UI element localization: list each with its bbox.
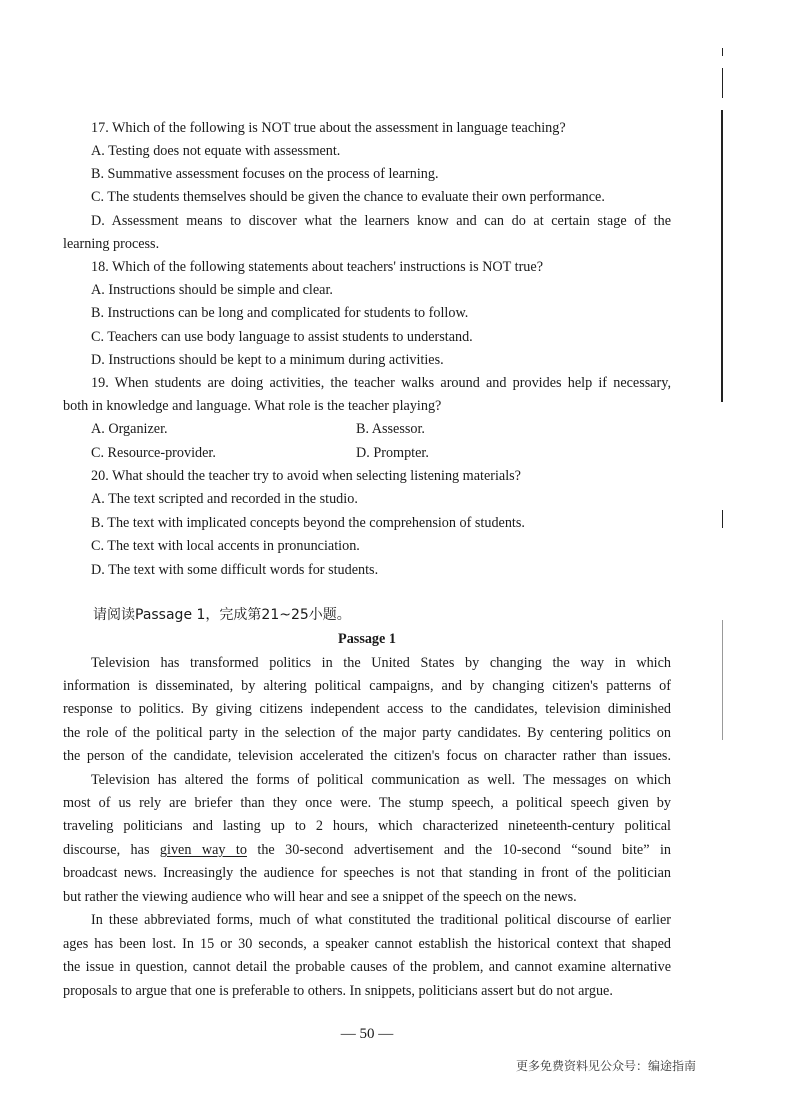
- q19-options-row1: [91, 420, 691, 438]
- p2-line-4-start: discourse, has: [63, 842, 160, 858]
- q18-option-c: C. Teachers can use body language to assist students to understand.: [91, 329, 473, 345]
- q20-stem: 20. What should the teacher try to avoid when selecting listening materials?: [91, 468, 521, 484]
- q20-option-d: D. The text with some difficult words for students.: [91, 562, 379, 578]
- q17-option-c: C. The students themselves should be given the chance to evaluate their own performance.: [91, 189, 605, 205]
- scan-mark: [722, 48, 723, 56]
- underlined-phrase: given way to: [159, 842, 247, 858]
- q19-option-b: B. Assessor.: [356, 421, 425, 437]
- p2-line-5: broadcast news. Increasingly the audience for speeches is not that standing in front of the politician: [63, 865, 671, 881]
- passage-title: Passage 1: [338, 631, 396, 647]
- p2-line-2: most of us rely are briefer than they once were. The stump speech, a political speech given by: [63, 795, 671, 811]
- page-number: — 50 —: [340, 1026, 394, 1042]
- scan-mark: [722, 620, 723, 740]
- q19-stem: 19. When students are doing activities, the teacher walks around and provides help if necessary,: [91, 375, 671, 391]
- p2-line-1: Television has altered the forms of political communication as well. The messages on which: [91, 772, 671, 788]
- p3-line-3: the issue in question, cannot detail the probable causes of the problem, and cannot examine alternative: [63, 959, 671, 975]
- q17-option-d: D. Assessment means to discover what the learners know and can do at certain stage of the: [91, 213, 671, 229]
- q17-option-a: A. Testing does not equate with assessment.: [91, 143, 341, 159]
- p3-line-1: In these abbreviated forms, much of what constituted the traditional political discourse of earlier: [91, 912, 671, 928]
- q18-option-b: B. Instructions can be long and complicated for students to follow.: [91, 305, 469, 321]
- p2-line-3: traveling politicians and lasting up to 2 hours, which characterized nineteenth-century political: [63, 818, 671, 834]
- scan-mark: [722, 510, 723, 528]
- p2-line-4: [63, 841, 671, 859]
- reading-instruction: 请阅读Passage 1，完成第21~25小题。: [93, 607, 351, 623]
- q19-option-a: A. Organizer.: [91, 421, 168, 437]
- q17-stem: 17. Which of the following is NOT true about the assessment in language teaching?: [91, 120, 566, 136]
- p1-line-4: the role of the political party in the selection of the major party candidates. By centering politics on: [63, 725, 671, 741]
- q20-option-a: A. The text scripted and recorded in the studio.: [91, 491, 358, 507]
- p1-line-5: the person of the candidate, television accelerated the citizen's focus on character rather than issues.: [63, 748, 671, 764]
- footer-note: 更多免费资料见公众号：编途指南: [515, 1059, 696, 1073]
- p1-line-2: information is disseminated, by altering political campaigns, and by changing citizen's patterns of: [63, 678, 671, 694]
- q18-option-a: A. Instructions should be simple and clear.: [91, 282, 333, 298]
- q18-option-d: D. Instructions should be kept to a minimum during activities.: [91, 352, 444, 368]
- p1-line-3: response to politics. By giving citizens independent access to the candidates, television diminished: [63, 701, 671, 717]
- q20-option-c: C. The text with local accents in pronunciation.: [91, 538, 360, 554]
- p1-line-1: Television has transformed politics in the United States by changing the way in which: [91, 655, 671, 671]
- q19-option-c: C. Resource-provider.: [91, 445, 216, 461]
- q17-option-b: B. Summative assessment focuses on the process of learning.: [91, 166, 439, 182]
- q19-option-d: D. Prompter.: [356, 445, 429, 461]
- q19-options-row2: [91, 444, 691, 462]
- q19-stem-cont: both in knowledge and language. What role is the teacher playing?: [63, 398, 442, 414]
- p2-line-4-end: the 30-second advertisement and the 10-second “sound bite” in: [246, 842, 671, 858]
- q17-option-d-cont: learning process.: [63, 236, 160, 252]
- q20-option-b: B. The text with implicated concepts beyond the comprehension of students.: [91, 515, 525, 531]
- p2-line-6: but rather the viewing audience who will hear and see a snippet of the speech on the news.: [63, 889, 577, 905]
- p3-line-4: proposals to argue that one is preferable to others. In snippets, politicians assert but do not argue.: [63, 983, 613, 999]
- scan-mark: [722, 68, 723, 98]
- q18-stem: 18. Which of the following statements about teachers' instructions is NOT true?: [91, 259, 543, 275]
- scan-binding-line: [721, 110, 723, 402]
- p3-line-2: ages has been lost. In 15 or 30 seconds, a speaker cannot establish the historical context that shaped: [63, 936, 671, 952]
